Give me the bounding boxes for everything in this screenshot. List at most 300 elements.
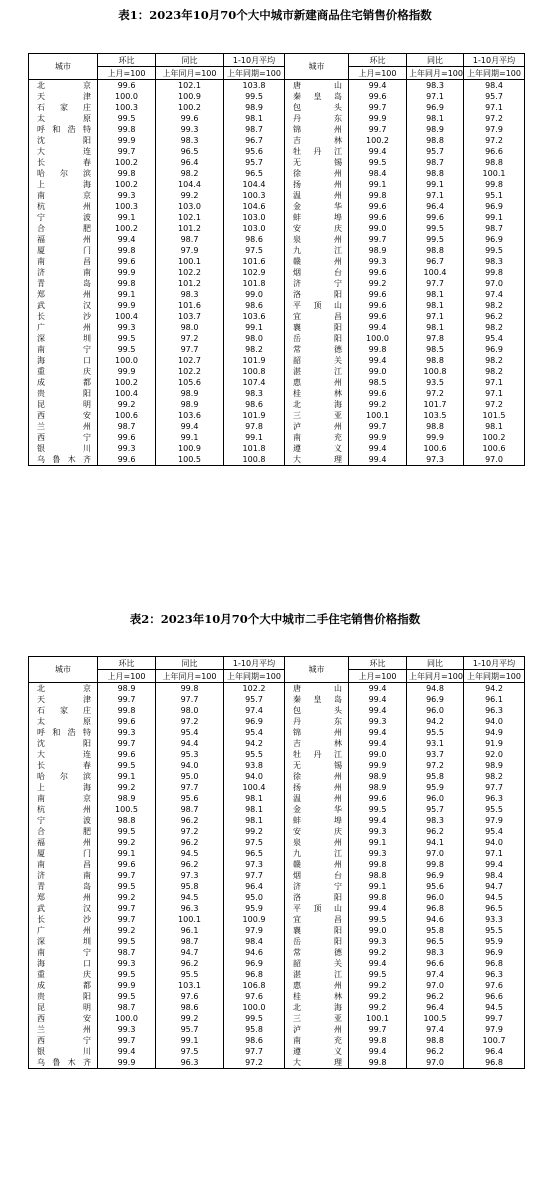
table-row (29, 124, 525, 135)
yoy-value-cell: 99.2 (156, 1013, 224, 1024)
table-row (29, 267, 525, 278)
mom-value-cell: 99.7 (349, 102, 407, 113)
mom-value-cell: 98.9 (98, 793, 156, 804)
yoy-value-cell: 100.9 (156, 91, 224, 102)
mom-subheader: 上月=100 (98, 67, 156, 80)
table-row (29, 190, 525, 201)
mom-value-cell: 99.0 (349, 366, 407, 377)
yoy-value-cell: 98.5 (407, 344, 464, 355)
mom-value-cell: 99.8 (98, 705, 156, 716)
ytd-value-cell: 98.3 (464, 256, 525, 267)
yoy-value-cell: 98.7 (156, 936, 224, 947)
ytd-value-cell: 98.2 (464, 366, 525, 377)
yoy-value-cell: 100.2 (156, 102, 224, 113)
yoy-value-cell: 102.2 (156, 267, 224, 278)
mom-value-cell: 99.6 (349, 793, 407, 804)
ytd-value-cell: 98.1 (224, 815, 285, 826)
table-row (29, 771, 525, 782)
yoy-value-cell: 102.1 (156, 212, 224, 223)
ytd-value-cell: 94.2 (464, 683, 525, 695)
ytd-subheader: 上年同期=100 (224, 670, 285, 683)
table-row (29, 1013, 525, 1024)
mom-header: 环比 (98, 54, 156, 67)
mom-value-cell: 100.2 (98, 179, 156, 190)
table-row (29, 892, 525, 903)
yoy-value-cell: 98.3 (407, 815, 464, 826)
mom-value-cell: 99.9 (98, 135, 156, 146)
city-name-cell: 南 京 (29, 190, 98, 201)
city-name-cell: 乌鲁木齐 (29, 454, 98, 466)
city-name-cell: 海 口 (29, 958, 98, 969)
ytd-value-cell: 100.9 (224, 914, 285, 925)
mom-value-cell: 99.4 (349, 1046, 407, 1057)
mom-value-cell: 99.9 (98, 300, 156, 311)
ytd-value-cell: 96.5 (224, 168, 285, 179)
ytd-value-cell: 100.8 (224, 366, 285, 377)
ytd-value-cell: 97.8 (224, 421, 285, 432)
ytd-value-cell: 99.0 (224, 289, 285, 300)
mom-value-cell: 99.3 (98, 958, 156, 969)
ytd-value-cell: 97.1 (464, 848, 525, 859)
table-row (29, 1024, 525, 1035)
mom-value-cell: 99.4 (98, 1046, 156, 1057)
mom-value-cell: 99.0 (349, 925, 407, 936)
mom-value-cell: 99.7 (98, 694, 156, 705)
mom-value-cell: 99.4 (349, 454, 407, 466)
yoy-value-cell: 98.7 (407, 157, 464, 168)
city-name-cell: 银 川 (29, 443, 98, 454)
yoy-value-cell: 101.2 (156, 278, 224, 289)
city-name-cell: 天 津 (29, 91, 98, 102)
city-name-cell: 大 连 (29, 749, 98, 760)
mom-value-cell: 99.1 (98, 771, 156, 782)
mom-value-cell: 98.7 (98, 1002, 156, 1013)
yoy-value-cell: 96.0 (407, 793, 464, 804)
yoy-value-cell: 98.3 (156, 135, 224, 146)
yoy-value-cell: 96.9 (407, 870, 464, 881)
mom-value-cell: 99.2 (98, 782, 156, 793)
city-name-cell: 吉 林 (285, 738, 349, 749)
yoy-value-cell: 97.2 (407, 760, 464, 771)
ytd-value-cell: 95.9 (464, 936, 525, 947)
city-name-cell: 长 沙 (29, 311, 98, 322)
city-name-cell: 南 昌 (29, 256, 98, 267)
city-name-cell: 遵 义 (285, 443, 349, 454)
ytd-header: 1-10月平均 (224, 657, 285, 670)
table-row (29, 903, 525, 914)
mom-value-cell: 99.7 (98, 870, 156, 881)
yoy-value-cell: 97.7 (156, 694, 224, 705)
city-name-cell: 泸 州 (285, 1024, 349, 1035)
mom-value-cell: 99.2 (349, 947, 407, 958)
yoy-value-cell: 97.1 (407, 91, 464, 102)
mom-value-cell: 100.1 (349, 410, 407, 421)
mom-value-cell: 98.9 (349, 782, 407, 793)
ytd-value-cell: 96.8 (464, 1057, 525, 1069)
mom-value-cell: 99.3 (349, 826, 407, 837)
mom-value-cell: 100.0 (98, 91, 156, 102)
city-name-cell: 昆 明 (29, 399, 98, 410)
city-name-cell: 烟 台 (285, 870, 349, 881)
mom-value-cell: 99.4 (349, 903, 407, 914)
yoy-value-cell: 98.8 (407, 355, 464, 366)
ytd-value-cell: 98.4 (464, 870, 525, 881)
ytd-value-cell: 97.7 (224, 870, 285, 881)
yoy-value-cell: 103.0 (156, 201, 224, 212)
yoy-value-cell: 98.2 (156, 168, 224, 179)
city-name-cell: 北 京 (29, 683, 98, 695)
ytd-value-cell: 97.9 (464, 124, 525, 135)
yoy-subheader: 上年同月=100 (156, 67, 224, 80)
city-name-cell: 秦 皇 岛 (285, 694, 349, 705)
mom-value-cell: 99.8 (349, 1035, 407, 1046)
city-name-cell: 济 宁 (285, 881, 349, 892)
ytd-value-cell: 99.8 (464, 179, 525, 190)
mom-value-cell: 100.3 (98, 201, 156, 212)
ytd-value-cell: 98.1 (224, 113, 285, 124)
ytd-value-cell: 95.4 (464, 333, 525, 344)
mom-value-cell: 99.7 (98, 903, 156, 914)
ytd-value-cell: 98.7 (464, 223, 525, 234)
yoy-value-cell: 97.7 (407, 278, 464, 289)
city-name-cell: 厦 门 (29, 245, 98, 256)
mom-value-cell: 99.3 (98, 443, 156, 454)
yoy-value-cell: 98.8 (407, 1035, 464, 1046)
mom-value-cell: 100.0 (349, 333, 407, 344)
city-name-cell: 无 锡 (285, 760, 349, 771)
table-row (29, 223, 525, 234)
ytd-value-cell: 94.5 (464, 1002, 525, 1013)
city-header: 城市 (285, 657, 349, 683)
city-name-cell: 泸 州 (285, 421, 349, 432)
mom-value-cell: 99.6 (98, 716, 156, 727)
yoy-value-cell: 96.2 (156, 837, 224, 848)
city-name-cell: 贵 阳 (29, 388, 98, 399)
table-row (29, 245, 525, 256)
ytd-subheader: 上年同期=100 (464, 67, 525, 80)
table-row (29, 256, 525, 267)
city-name-cell: 西 安 (29, 1013, 98, 1024)
table-row (29, 848, 525, 859)
yoy-value-cell: 99.4 (156, 421, 224, 432)
city-name-cell: 长 春 (29, 157, 98, 168)
ytd-value-cell: 94.5 (464, 892, 525, 903)
yoy-value-cell: 95.4 (156, 727, 224, 738)
city-name-cell: 襄 阳 (285, 925, 349, 936)
table-row (29, 289, 525, 300)
ytd-value-cell: 98.1 (464, 421, 525, 432)
city-name-cell: 海 口 (29, 355, 98, 366)
yoy-value-cell: 101.7 (407, 399, 464, 410)
ytd-value-cell: 96.6 (464, 991, 525, 1002)
city-name-cell: 南 京 (29, 793, 98, 804)
table2-body (29, 683, 525, 1069)
mom-value-cell: 99.5 (98, 760, 156, 771)
city-name-cell: 唐 山 (285, 80, 349, 92)
ytd-value-cell: 98.2 (224, 344, 285, 355)
yoy-value-cell: 102.1 (156, 80, 224, 92)
yoy-value-cell: 95.7 (407, 804, 464, 815)
mom-value-cell: 99.6 (98, 859, 156, 870)
ytd-value-cell: 97.0 (464, 278, 525, 289)
ytd-value-cell: 96.4 (224, 881, 285, 892)
mom-value-cell: 99.4 (349, 80, 407, 92)
mom-value-cell: 99.4 (349, 683, 407, 695)
mom-value-cell: 99.6 (349, 300, 407, 311)
ytd-value-cell: 95.4 (464, 826, 525, 837)
yoy-value-cell: 98.8 (407, 135, 464, 146)
city-name-cell: 三 亚 (285, 410, 349, 421)
ytd-value-cell: 98.4 (464, 80, 525, 92)
mom-value-cell: 99.6 (98, 432, 156, 443)
yoy-value-cell: 99.6 (156, 113, 224, 124)
yoy-value-cell: 93.1 (407, 738, 464, 749)
city-name-cell: 桂 林 (285, 991, 349, 1002)
ytd-value-cell: 100.3 (224, 190, 285, 201)
yoy-value-cell: 95.7 (156, 1024, 224, 1035)
yoy-value-cell: 97.0 (407, 848, 464, 859)
table-row (29, 212, 525, 223)
ytd-subheader: 上年同期=100 (224, 67, 285, 80)
city-name-cell: 南 昌 (29, 859, 98, 870)
ytd-value-cell: 99.5 (224, 91, 285, 102)
city-name-cell: 沈 阳 (29, 135, 98, 146)
mom-value-cell: 99.8 (349, 1057, 407, 1069)
ytd-value-cell: 94.7 (464, 881, 525, 892)
yoy-value-cell: 104.4 (156, 179, 224, 190)
city-name-cell: 金 华 (285, 804, 349, 815)
mom-value-cell: 99.2 (349, 980, 407, 991)
yoy-value-cell: 96.8 (407, 903, 464, 914)
city-name-cell: 青 岛 (29, 881, 98, 892)
ytd-value-cell: 97.5 (224, 837, 285, 848)
mom-value-cell: 99.3 (98, 727, 156, 738)
city-name-cell: 呼和浩特 (29, 727, 98, 738)
mom-value-cell: 99.8 (349, 892, 407, 903)
yoy-value-cell: 93.7 (407, 749, 464, 760)
ytd-value-cell: 99.5 (464, 245, 525, 256)
city-name-cell: 长 春 (29, 760, 98, 771)
table-row (29, 102, 525, 113)
ytd-value-cell: 93.8 (224, 760, 285, 771)
yoy-value-cell: 100.5 (156, 454, 224, 466)
city-name-cell: 乌鲁木齐 (29, 1057, 98, 1069)
table-row (29, 837, 525, 848)
ytd-value-cell: 95.7 (464, 91, 525, 102)
ytd-value-cell: 104.4 (224, 179, 285, 190)
ytd-value-cell: 98.2 (464, 300, 525, 311)
city-name-cell: 温 州 (285, 793, 349, 804)
city-name-cell: 惠 州 (285, 377, 349, 388)
mom-value-cell: 99.9 (349, 113, 407, 124)
ytd-value-cell: 98.4 (224, 936, 285, 947)
mom-value-cell: 99.7 (349, 234, 407, 245)
yoy-subheader: 上年同月=100 (407, 670, 464, 683)
ytd-value-cell: 97.1 (464, 377, 525, 388)
city-name-cell: 兰 州 (29, 421, 98, 432)
mom-value-cell: 99.6 (349, 212, 407, 223)
mom-subheader: 上月=100 (349, 67, 407, 80)
ytd-value-cell: 100.4 (224, 782, 285, 793)
city-name-cell: 大 连 (29, 146, 98, 157)
table-row (29, 355, 525, 366)
ytd-value-cell: 98.8 (464, 157, 525, 168)
ytd-value-cell: 97.4 (224, 705, 285, 716)
mom-value-cell: 100.5 (98, 804, 156, 815)
ytd-value-cell: 101.9 (224, 355, 285, 366)
table-row (29, 947, 525, 958)
yoy-value-cell: 98.9 (156, 399, 224, 410)
mom-value-cell: 99.5 (98, 969, 156, 980)
yoy-value-cell: 94.5 (156, 892, 224, 903)
yoy-value-cell: 95.9 (407, 782, 464, 793)
city-name-cell: 赣 州 (285, 256, 349, 267)
ytd-value-cell: 97.1 (464, 388, 525, 399)
table-row (29, 201, 525, 212)
yoy-value-cell: 95.5 (407, 727, 464, 738)
city-name-cell: 福 州 (29, 837, 98, 848)
city-name-cell: 秦 皇 岛 (285, 91, 349, 102)
mom-value-cell: 100.6 (98, 410, 156, 421)
mom-subheader: 上月=100 (349, 670, 407, 683)
mom-value-cell: 99.5 (98, 344, 156, 355)
yoy-value-cell: 95.5 (156, 969, 224, 980)
yoy-value-cell: 99.8 (156, 683, 224, 695)
mom-value-cell: 99.1 (98, 848, 156, 859)
ytd-value-cell: 95.7 (224, 157, 285, 168)
ytd-value-cell: 97.9 (224, 925, 285, 936)
yoy-header: 同比 (156, 657, 224, 670)
mom-value-cell: 99.0 (349, 223, 407, 234)
mom-value-cell: 98.9 (349, 245, 407, 256)
table-row (29, 278, 525, 289)
ytd-value-cell: 103.0 (224, 212, 285, 223)
ytd-value-cell: 100.8 (224, 454, 285, 466)
city-name-cell: 沈 阳 (29, 738, 98, 749)
ytd-value-cell: 97.0 (464, 454, 525, 466)
city-name-cell: 大 理 (285, 454, 349, 466)
yoy-value-cell: 96.4 (156, 157, 224, 168)
yoy-value-cell: 98.8 (407, 245, 464, 256)
ytd-value-cell: 95.0 (224, 892, 285, 903)
ytd-value-cell: 104.6 (224, 201, 285, 212)
city-name-cell: 宜 昌 (285, 311, 349, 322)
ytd-value-cell: 102.2 (224, 683, 285, 695)
yoy-value-cell: 103.5 (407, 410, 464, 421)
yoy-value-cell: 97.0 (407, 1057, 464, 1069)
yoy-value-cell: 96.4 (407, 1002, 464, 1013)
city-name-cell: 桂 林 (285, 388, 349, 399)
ytd-value-cell: 93.3 (464, 914, 525, 925)
ytd-value-cell: 98.9 (464, 760, 525, 771)
table-row (29, 322, 525, 333)
yoy-value-cell: 99.2 (156, 190, 224, 201)
city-name-cell: 广 州 (29, 322, 98, 333)
ytd-value-cell: 97.5 (224, 245, 285, 256)
yoy-value-cell: 98.0 (156, 322, 224, 333)
city-name-cell: 唐 山 (285, 683, 349, 695)
table-row (29, 234, 525, 245)
yoy-value-cell: 98.3 (407, 80, 464, 92)
city-name-cell: 宁 波 (29, 212, 98, 223)
mom-value-cell: 99.6 (349, 267, 407, 278)
mom-value-cell: 99.8 (98, 245, 156, 256)
yoy-value-cell: 100.5 (407, 1013, 464, 1024)
city-name-cell: 韶 关 (285, 958, 349, 969)
mom-value-cell: 99.4 (349, 705, 407, 716)
city-name-cell: 成 都 (29, 980, 98, 991)
yoy-value-cell: 99.6 (407, 212, 464, 223)
yoy-value-cell: 94.7 (156, 947, 224, 958)
city-name-cell: 杭 州 (29, 201, 98, 212)
yoy-value-cell: 100.1 (156, 914, 224, 925)
table-row (29, 333, 525, 344)
mom-value-cell: 99.3 (98, 1024, 156, 1035)
yoy-value-cell: 103.1 (156, 980, 224, 991)
yoy-value-cell: 94.2 (407, 716, 464, 727)
yoy-value-cell: 94.8 (407, 683, 464, 695)
city-name-cell: 太 原 (29, 716, 98, 727)
yoy-value-cell: 100.9 (156, 443, 224, 454)
mom-value-cell: 99.5 (98, 936, 156, 947)
mom-value-cell: 99.1 (98, 289, 156, 300)
yoy-value-cell: 97.0 (407, 980, 464, 991)
yoy-value-cell: 96.2 (156, 815, 224, 826)
city-name-cell: 锦 州 (285, 727, 349, 738)
ytd-value-cell: 98.7 (224, 124, 285, 135)
city-name-cell: 太 原 (29, 113, 98, 124)
yoy-subheader: 上年同月=100 (156, 670, 224, 683)
mom-value-cell: 99.4 (349, 815, 407, 826)
city-name-cell: 银 川 (29, 1046, 98, 1057)
ytd-value-cell: 96.6 (464, 146, 525, 157)
mom-value-cell: 99.6 (349, 388, 407, 399)
table-row (29, 727, 525, 738)
yoy-value-cell: 98.3 (156, 289, 224, 300)
yoy-value-cell: 96.2 (407, 826, 464, 837)
ytd-value-cell: 102.9 (224, 267, 285, 278)
city-name-cell: 大 理 (285, 1057, 349, 1069)
yoy-value-cell: 96.4 (407, 201, 464, 212)
city-header: 城市 (285, 54, 349, 80)
mom-value-cell: 99.3 (349, 716, 407, 727)
mom-value-cell: 100.4 (98, 388, 156, 399)
ytd-value-cell: 95.5 (224, 749, 285, 760)
yoy-value-cell: 96.5 (407, 936, 464, 947)
mom-value-cell: 99.7 (349, 1024, 407, 1035)
table-row (29, 815, 525, 826)
ytd-value-cell: 96.9 (224, 958, 285, 969)
mom-value-cell: 99.4 (349, 738, 407, 749)
city-name-cell: 呼和浩特 (29, 124, 98, 135)
ytd-value-cell: 98.9 (224, 102, 285, 113)
ytd-value-cell: 98.6 (224, 300, 285, 311)
mom-subheader: 上月=100 (98, 670, 156, 683)
mom-value-cell: 99.2 (349, 399, 407, 410)
mom-value-cell: 99.5 (98, 113, 156, 124)
table-row (29, 782, 525, 793)
city-name-cell: 安 庆 (285, 826, 349, 837)
yoy-value-cell: 94.5 (156, 848, 224, 859)
yoy-value-cell: 98.6 (156, 1002, 224, 1013)
ytd-subheader: 上年同期=100 (464, 670, 525, 683)
mom-value-cell: 98.7 (98, 421, 156, 432)
mom-value-cell: 99.4 (98, 234, 156, 245)
city-name-cell: 长 沙 (29, 914, 98, 925)
city-name-cell: 合 肥 (29, 223, 98, 234)
city-name-cell: 扬 州 (285, 782, 349, 793)
mom-value-cell: 99.9 (98, 980, 156, 991)
